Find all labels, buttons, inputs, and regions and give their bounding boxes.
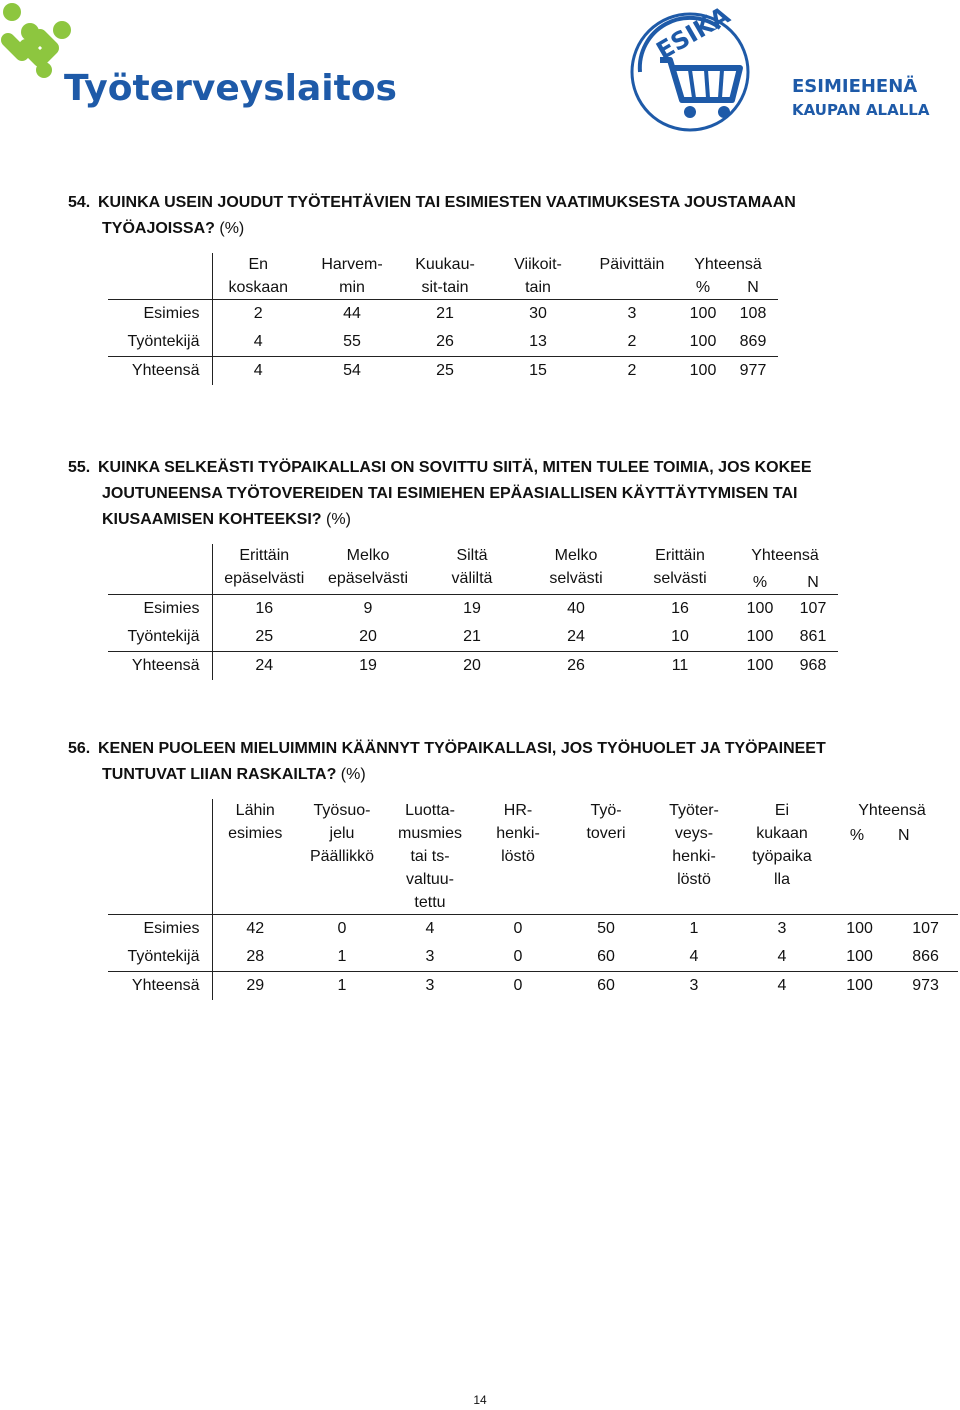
header-text: tai ts- — [410, 848, 450, 865]
column-header — [628, 544, 732, 595]
header-text: löstö — [677, 871, 711, 888]
table-cell: 2 — [586, 357, 678, 386]
header-text: % — [752, 574, 768, 591]
table-cell: 100 — [826, 915, 893, 944]
column-header — [212, 799, 298, 915]
table-cell: 29 — [212, 972, 298, 1001]
header-text: HR- — [503, 802, 533, 819]
table-cell: 55 — [343, 333, 361, 350]
question-56-table — [108, 799, 958, 1000]
row-label: Yhteensä — [108, 972, 212, 1001]
table-row — [108, 915, 958, 944]
table-cell: 4 — [386, 915, 474, 944]
header-text: epäselvästi — [327, 570, 409, 587]
header-text: Lähin — [235, 802, 275, 819]
header-text: koskaan — [228, 279, 289, 296]
header-text: % — [849, 827, 865, 844]
table-cell: 4 — [738, 972, 826, 1001]
table-cell: 25 — [255, 628, 274, 645]
header-text: esimies — [228, 825, 283, 842]
table-cell: 100 — [678, 300, 728, 329]
table-cell: 1 — [298, 972, 386, 1001]
header-text: selvästi — [549, 570, 603, 587]
question-text-line1: KENEN PUOLEEN MIELUIMMIN KÄÄNNYT TYÖPAIKALLASI, JOS TYÖHUOLET JA TYÖPAINEET — [98, 740, 826, 757]
question-number: 55. — [68, 459, 91, 476]
header-text: lla — [773, 871, 790, 888]
table-cell: 15 — [490, 357, 586, 386]
header-text — [678, 276, 778, 299]
table-row — [108, 595, 838, 624]
header-text: Päällikkö — [309, 848, 375, 865]
column-header — [212, 253, 304, 300]
table-cell: 4 — [689, 948, 699, 965]
header-text — [826, 822, 958, 847]
header-text: Erittäin — [655, 547, 705, 564]
header-text: Työter- — [669, 802, 719, 819]
question-54-heading — [68, 190, 868, 242]
column-header — [738, 799, 826, 915]
row-label: Työntekijä — [108, 623, 212, 652]
row-label — [108, 544, 212, 595]
table-cell: 21 — [463, 628, 481, 645]
table-cell: 3 — [738, 915, 826, 944]
header-text: N — [747, 279, 759, 296]
row-label: Esimies — [108, 595, 212, 624]
header-text: Erittäin — [239, 547, 290, 564]
column-header — [420, 544, 524, 595]
table-cell: 4 — [212, 357, 304, 386]
table-cell: 26 — [524, 652, 628, 681]
table-row — [108, 623, 838, 652]
question-number: 54. — [68, 194, 91, 211]
header-text: tain — [525, 279, 551, 296]
header-text: Työ- — [590, 802, 622, 819]
header-text: N — [807, 574, 819, 591]
table-cell: 107 — [893, 915, 958, 944]
tyoterveyslaitos-logo — [0, 0, 397, 120]
table-cell: 0 — [298, 915, 386, 944]
table-cell: 1 — [650, 915, 738, 944]
question-text-line2: TUNTUVAT LIIAN RASKAILTA? — [102, 766, 337, 783]
table-cell: 100 — [732, 595, 788, 624]
column-header — [490, 253, 586, 300]
header-text: Harvem- — [321, 256, 383, 273]
table-cell: 24 — [212, 652, 316, 681]
table-row — [108, 328, 778, 357]
header-text: epäselvästi — [224, 570, 305, 587]
header-text: En — [248, 256, 269, 273]
table-cell: 977 — [728, 357, 778, 386]
column-header — [524, 544, 628, 595]
question-55-table — [108, 544, 838, 680]
header-text: Yhteensä — [858, 802, 926, 819]
header-text: löstö — [501, 848, 535, 865]
table-cell: 100 — [732, 652, 788, 681]
table-cell: 44 — [304, 300, 400, 329]
table-cell: 0 — [474, 915, 562, 944]
table-cell: 20 — [420, 652, 524, 681]
table-cell: 16 — [628, 595, 732, 624]
question-number: 56. — [68, 740, 91, 757]
header-text: Kuukau- — [415, 256, 475, 273]
header-text: Ei — [774, 802, 790, 819]
page-number: 14 — [473, 1393, 487, 1407]
column-header — [474, 799, 562, 915]
header-text: jelu — [329, 825, 355, 842]
column-header — [400, 253, 490, 300]
table-cell: 54 — [304, 357, 400, 386]
percent-label: (%) — [340, 766, 366, 783]
column-header — [386, 799, 474, 915]
table-cell: 60 — [562, 972, 650, 1001]
table-cell: 42 — [212, 915, 298, 944]
total-column-header — [826, 799, 958, 915]
table-cell: 2 — [627, 333, 637, 350]
column-header — [212, 544, 316, 595]
header-text: henki- — [496, 825, 540, 842]
table-row — [108, 652, 838, 681]
table-cell: 0 — [513, 948, 523, 965]
question-text-line1: KUINKA SELKEÄSTI TYÖPAIKALLASI ON SOVITTU SIITÄ, MITEN TULEE TOIMIA, JOS KOKEE — [98, 459, 812, 476]
table-cell: 3 — [650, 972, 738, 1001]
table-cell: 30 — [490, 300, 586, 329]
table-cell: 50 — [562, 915, 650, 944]
total-column-header — [732, 544, 838, 595]
header-text: Viikoit- — [514, 256, 562, 273]
percent-label: (%) — [219, 220, 245, 237]
question-54-table — [108, 253, 778, 385]
header-text: veys- — [674, 825, 714, 842]
table-cell: 3 — [586, 300, 678, 329]
row-label: Yhteensä — [108, 652, 212, 681]
table-cell: 19 — [316, 652, 420, 681]
table-cell: 25 — [400, 357, 490, 386]
table-cell: 11 — [628, 652, 732, 681]
table-cell: 28 — [246, 948, 265, 965]
question-text-line2: TYÖAJOISSA? — [102, 220, 215, 237]
column-header — [562, 799, 650, 915]
shopping-cart-icon — [660, 60, 740, 118]
question-text-line2: JOUTUNEENSA TYÖTOVEREIDEN TAI ESIMIEHEN EPÄASIALLISEN KÄYTTÄYTYMISEN TAI — [102, 485, 798, 502]
row-label: Työntekijä — [108, 328, 212, 357]
header-text: toveri — [586, 825, 626, 842]
header-text: työpaika — [752, 848, 812, 865]
column-header — [650, 799, 738, 915]
table-cell: 10 — [671, 628, 689, 645]
row-label — [108, 253, 212, 300]
table-cell: 4 — [777, 948, 787, 965]
header-text: tettu — [414, 894, 446, 911]
table-cell: 60 — [597, 948, 615, 965]
table-cell: 21 — [400, 300, 490, 329]
header-text: Melko — [554, 547, 598, 564]
esika-arc-text: ESIKA — [651, 1, 735, 66]
column-header — [586, 253, 678, 300]
header-text: sit-tain — [421, 279, 469, 296]
row-label: Työntekijä — [108, 943, 212, 972]
esika-line2: KAUPAN ALALLA — [792, 101, 930, 119]
esika-logo — [600, 0, 930, 140]
row-label: Yhteensä — [108, 357, 212, 386]
table-cell: 100 — [846, 948, 873, 965]
header-text: N — [898, 827, 910, 844]
table-cell: 100 — [746, 628, 774, 645]
header-text: kukaan — [756, 825, 808, 842]
table-row — [108, 972, 958, 1001]
table-cell: 19 — [420, 595, 524, 624]
column-header — [304, 253, 400, 300]
table-cell: 9 — [316, 595, 420, 624]
table-cell: 24 — [567, 628, 585, 645]
table-cell: 108 — [728, 300, 778, 329]
table-row — [108, 357, 778, 386]
row-label: Esimies — [108, 300, 212, 329]
header-text: henki- — [672, 848, 716, 865]
ttl-logo-text: Työterveyslaitos — [64, 68, 397, 109]
header-text: musmies — [397, 825, 462, 842]
table-cell: 3 — [386, 972, 474, 1001]
table-cell: 4 — [253, 333, 263, 350]
header-text: Päivittäin — [599, 256, 665, 273]
table-row — [108, 943, 958, 972]
table-cell: 3 — [425, 948, 435, 965]
header-text — [732, 567, 838, 594]
column-header — [316, 544, 420, 595]
question-text-line3: KIUSAAMISEN KOHTEEKSI? — [102, 511, 322, 528]
percent-label: (%) — [326, 511, 351, 528]
header-text: min — [339, 279, 365, 296]
table-cell: 1 — [337, 948, 347, 965]
header-text: selvästi — [653, 570, 707, 587]
table-cell: 0 — [474, 972, 562, 1001]
row-label — [108, 799, 212, 915]
esika-line1: ESIMIEHENÄ — [792, 76, 918, 97]
column-header — [298, 799, 386, 915]
table-cell: 16 — [212, 595, 316, 624]
header-text: Melko — [346, 547, 390, 564]
header-text: Yhteensä — [694, 256, 762, 273]
header-text: Työsuo- — [313, 802, 371, 819]
question-56-heading — [68, 736, 868, 788]
table-cell: 100 — [826, 972, 893, 1001]
header-text: Siltä — [456, 547, 488, 564]
header-text: väliltä — [451, 570, 493, 587]
table-cell: 13 — [529, 333, 547, 350]
table-cell: 861 — [799, 628, 827, 645]
table-cell: 100 — [689, 333, 717, 350]
table-cell: 869 — [739, 333, 767, 350]
table-cell: 968 — [788, 652, 838, 681]
table-cell: 100 — [678, 357, 728, 386]
table-cell: 2 — [212, 300, 304, 329]
header-text: % — [695, 279, 711, 296]
row-label: Esimies — [108, 915, 212, 944]
table-cell: 973 — [893, 972, 958, 1001]
table-cell: 40 — [524, 595, 628, 624]
question-text-line1: KUINKA USEIN JOUDUT TYÖTEHTÄVIEN TAI ESIMIESTEN VAATIMUKSESTA JOUSTAMAAN — [98, 194, 796, 211]
header-text: valtuu- — [405, 871, 455, 888]
table-cell: 866 — [912, 948, 939, 965]
table-cell: 20 — [359, 628, 377, 645]
table-row — [108, 300, 778, 329]
total-column-header — [678, 253, 778, 300]
table-cell: 107 — [788, 595, 838, 624]
header-text: Luotta- — [405, 802, 455, 819]
ttl-emblem-icon — [3, 3, 71, 78]
table-cell: 26 — [436, 333, 454, 350]
question-55-heading — [68, 455, 868, 533]
header-text: Yhteensä — [751, 547, 819, 564]
